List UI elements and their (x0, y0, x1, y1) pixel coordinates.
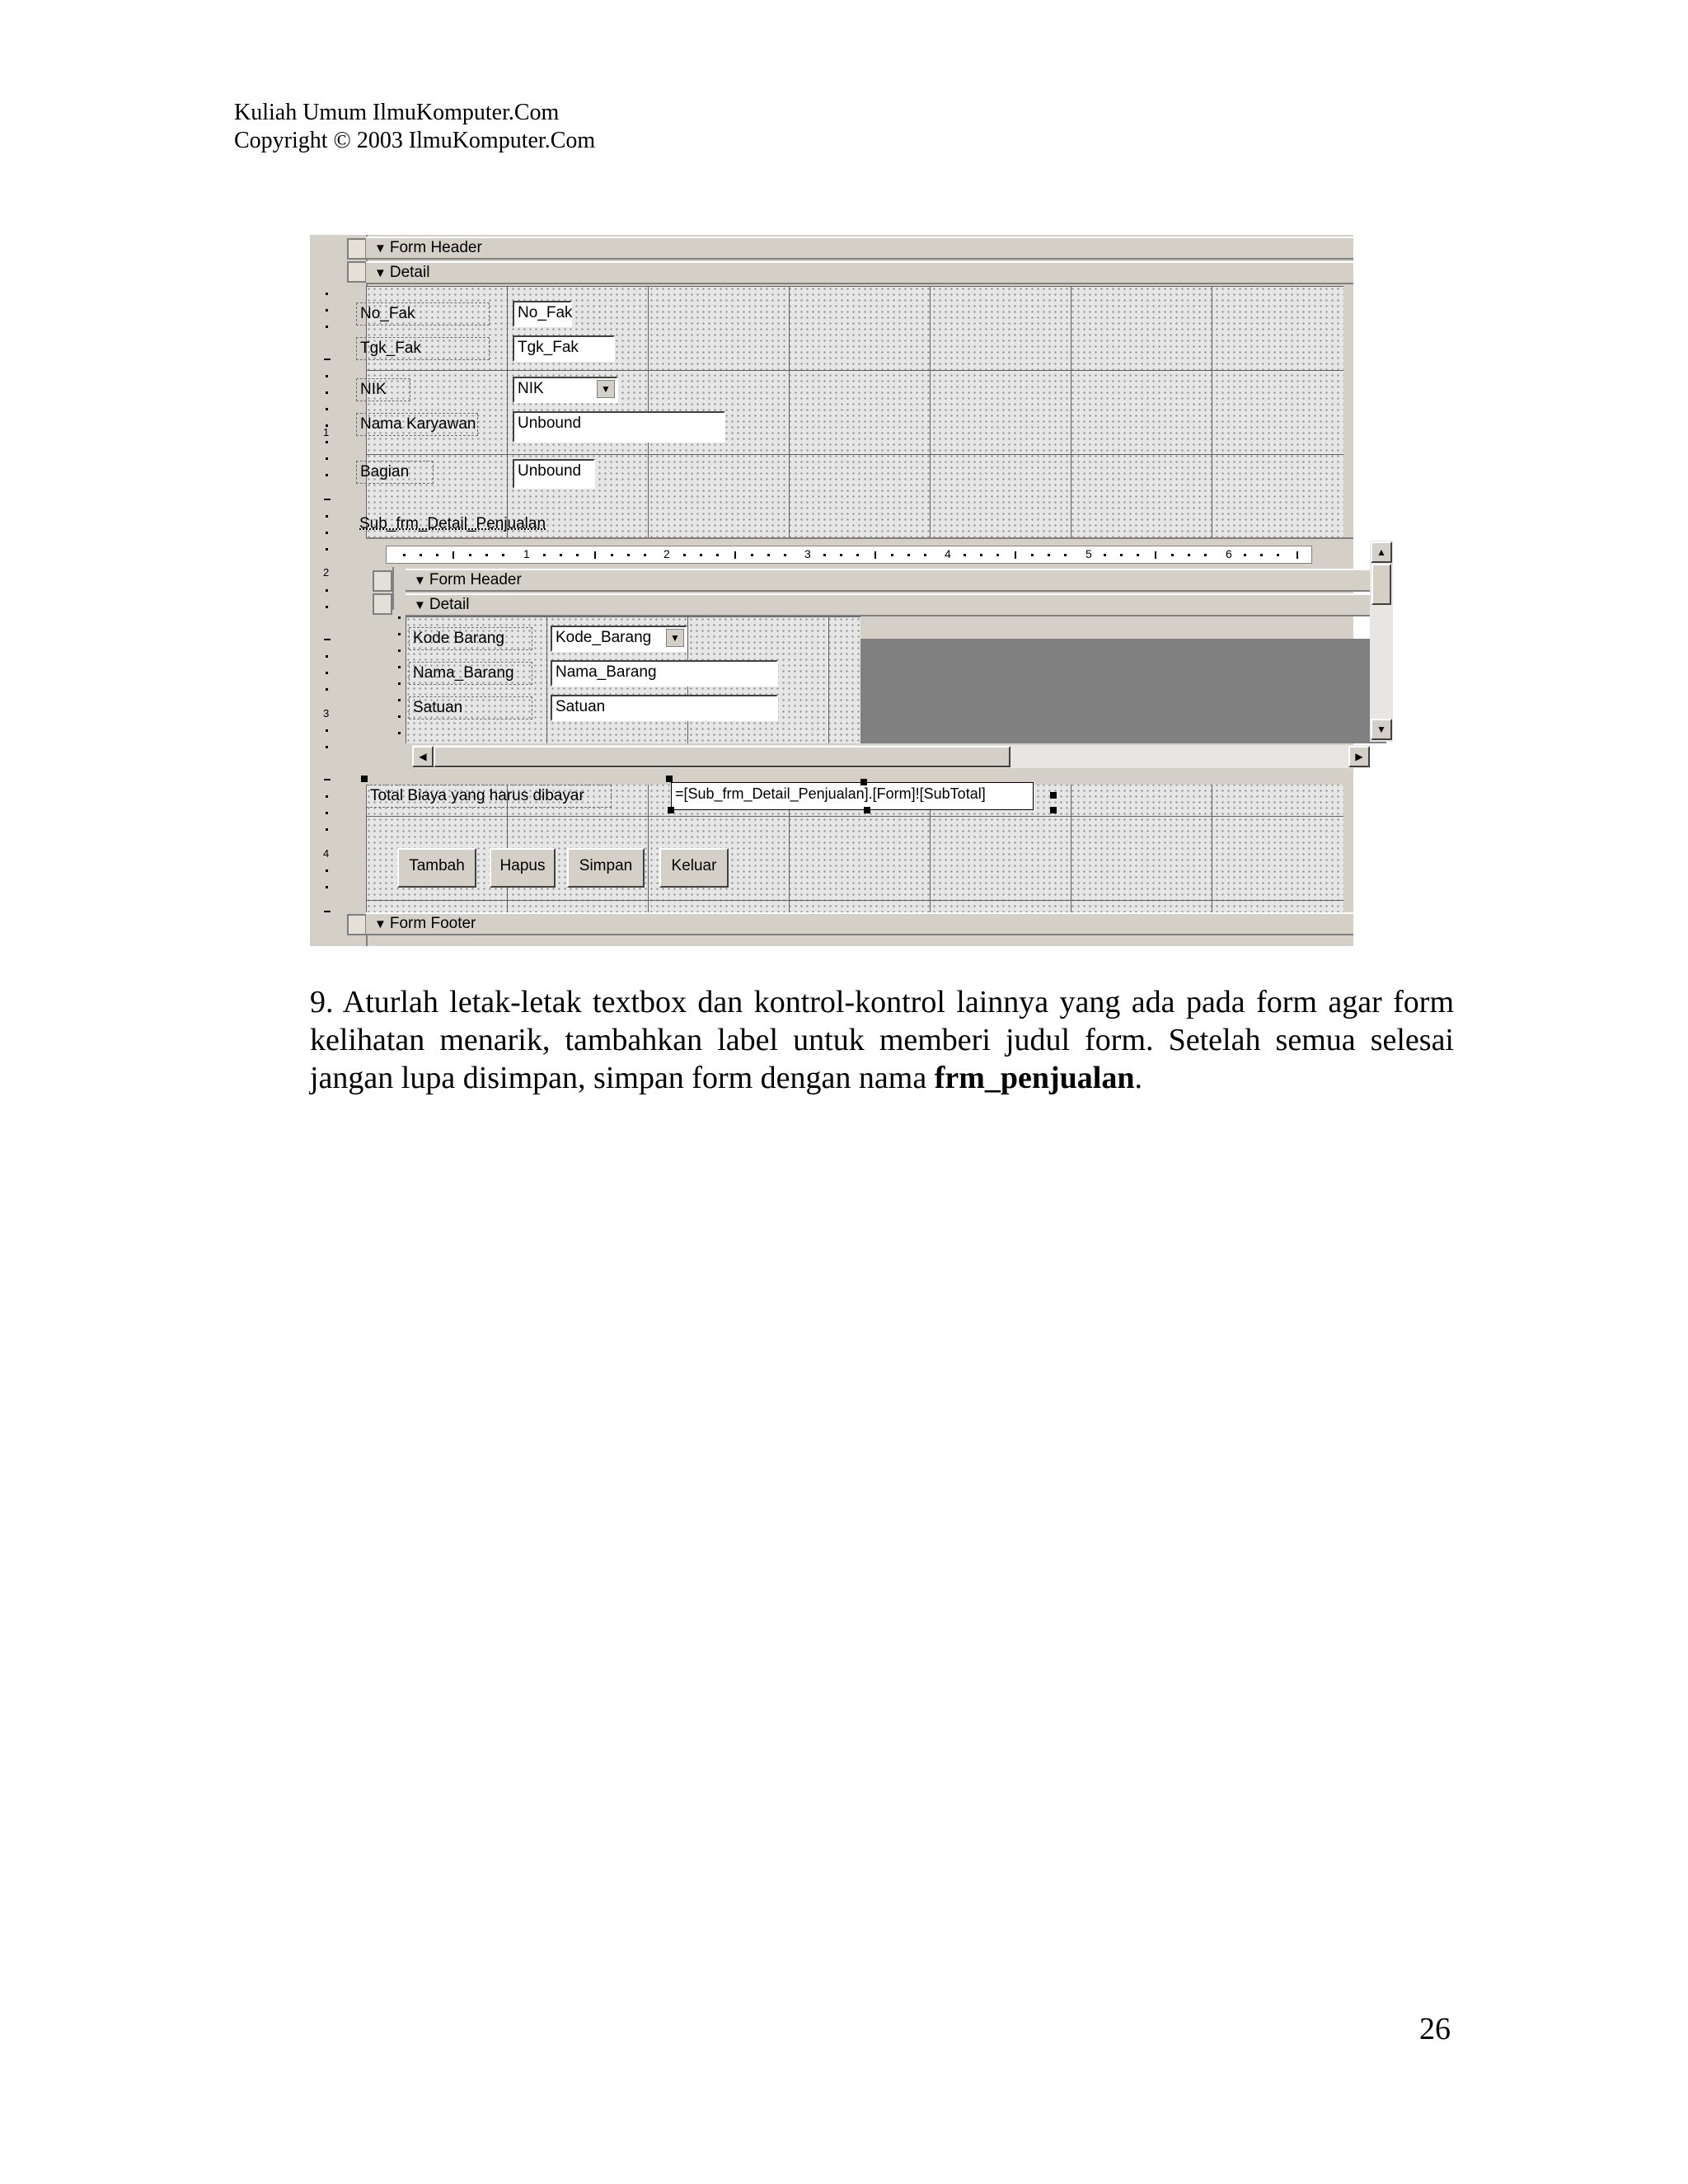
vruler-num-4: 4 (323, 847, 330, 860)
combo-nik[interactable] (513, 377, 618, 403)
label-bagian[interactable]: Bagian (356, 461, 434, 484)
combo-kode-barang-value: Kode_Barang (556, 629, 652, 646)
label-satuan[interactable]: Satuan (409, 696, 532, 719)
size-handle-icon[interactable] (864, 807, 870, 813)
header-line-1: Kuliah Umum IlmuKomputer.Com (234, 100, 560, 125)
scroll-right-icon[interactable]: ▶ (1348, 746, 1370, 767)
paragraph-text: 9. Aturlah letak-letak textbox dan kontrol-kontrol lainnya yang ada pada form agar form kelihatan menarik, tambahkan label untuk memberi judul form. Setelah semua selesai jangan lupa disimpan, simpan form dengan nama (310, 985, 1454, 1095)
combo-nik-value: NIK (518, 380, 544, 397)
detail-selector[interactable] (347, 261, 367, 283)
form-footer-band[interactable] (366, 912, 1353, 935)
vertical-ruler (310, 235, 346, 946)
textbox-satuan[interactable]: Satuan (551, 695, 778, 721)
label-no-fak[interactable]: No_Fak (356, 302, 490, 326)
label-subform[interactable]: Sub_frm_Detail_Penjualan (359, 515, 546, 532)
page-number: 26 (1419, 2012, 1451, 2046)
label-total-biaya[interactable]: Total Biaya yang harus dibayar (366, 785, 612, 808)
hruler-num-5: 5 (1085, 547, 1092, 560)
vertical-scroll-thumb[interactable] (1372, 564, 1391, 605)
paragraph-end: . (1134, 1061, 1142, 1095)
band-arrow-icon: ▼ (374, 266, 387, 280)
scroll-down-icon[interactable]: ▼ (1371, 719, 1392, 740)
hruler-num-1: 1 (523, 547, 530, 560)
button-tambah[interactable]: Tambah (397, 848, 476, 888)
subform-detail-label: Detail (429, 596, 470, 613)
form-footer-selector[interactable] (347, 914, 367, 935)
hruler-num-6: 6 (1226, 547, 1232, 560)
move-handle-icon[interactable] (666, 776, 673, 782)
label-kode-barang[interactable]: Kode Barang (409, 627, 532, 650)
hruler-num-3: 3 (804, 547, 811, 560)
horizontal-scroll-thumb[interactable] (434, 746, 1010, 767)
size-handle-icon[interactable] (668, 807, 674, 813)
subform-selector-column (371, 567, 394, 743)
button-keluar[interactable]: Keluar (659, 848, 729, 888)
form-design-screenshot (310, 235, 1386, 946)
hruler-num-4: 4 (945, 547, 951, 560)
subform-form-header-band[interactable] (406, 569, 1370, 592)
form-footer-band-label: Form Footer (389, 915, 476, 932)
scroll-left-icon[interactable]: ◀ (412, 746, 434, 767)
size-handle-icon[interactable] (860, 779, 867, 785)
subform-control[interactable] (366, 537, 1386, 785)
subform-horizontal-ruler (386, 546, 1312, 564)
combo-kode-barang[interactable] (551, 626, 687, 652)
subform-form-header-label: Form Header (429, 571, 522, 588)
subform-vertical-ruler (392, 610, 406, 743)
band-arrow-icon: ▼ (414, 574, 426, 588)
dropdown-arrow-icon[interactable]: ▼ (597, 380, 615, 398)
header-line-2: Copyright © 2003 IlmuKomputer.Com (234, 128, 596, 153)
textbox-no-fak[interactable]: No_Fak (513, 301, 572, 327)
band-arrow-icon: ▼ (374, 241, 387, 255)
subform-vertical-scrollbar[interactable] (1370, 541, 1393, 742)
label-nama-barang[interactable]: Nama_Barang (409, 662, 532, 685)
dropdown-arrow-icon[interactable]: ▼ (666, 629, 684, 647)
textbox-nama-barang[interactable]: Nama_Barang (551, 660, 778, 687)
detail-band-label: Detail (389, 264, 430, 281)
subform-horizontal-scrollbar[interactable] (412, 745, 1370, 768)
vruler-num-3: 3 (323, 707, 330, 719)
label-tgk-fak[interactable]: Tgk_Fak (356, 337, 490, 360)
button-hapus[interactable]: Hapus (490, 848, 556, 888)
subform-detail-band[interactable] (406, 593, 1370, 616)
detail-band[interactable] (366, 261, 1353, 284)
textbox-nama-karyawan[interactable]: Unbound (513, 411, 725, 443)
label-nama-karyawan[interactable]: Nama Karyawan (356, 413, 478, 436)
label-nik[interactable]: NIK (356, 378, 410, 401)
scroll-up-icon[interactable]: ▲ (1371, 541, 1392, 563)
size-handle-icon[interactable] (1050, 807, 1057, 813)
button-simpan[interactable]: Simpan (567, 848, 645, 888)
vruler-num-1: 1 (323, 426, 330, 438)
textbox-tgk-fak[interactable]: Tgk_Fak (513, 335, 615, 362)
form-header-band[interactable] (366, 237, 1353, 260)
textbox-bagian[interactable]: Unbound (513, 459, 595, 489)
form-header-selector[interactable] (347, 238, 367, 260)
form-name-bold: frm_penjualan (934, 1061, 1135, 1095)
size-handle-icon[interactable] (1050, 792, 1057, 799)
hruler-num-2: 2 (663, 547, 670, 560)
vruler-num-2: 2 (323, 566, 330, 579)
form-header-band-label: Form Header (389, 239, 482, 256)
body-paragraph (310, 983, 1454, 1097)
move-handle-icon[interactable] (361, 776, 368, 782)
band-arrow-icon: ▼ (374, 917, 387, 931)
textbox-total-expression[interactable]: =[Sub_frm_Detail_Penjualan].[Form]![SubTotal] (671, 782, 1034, 810)
band-arrow-icon: ▼ (414, 598, 426, 612)
subform-empty-area (860, 639, 1386, 743)
